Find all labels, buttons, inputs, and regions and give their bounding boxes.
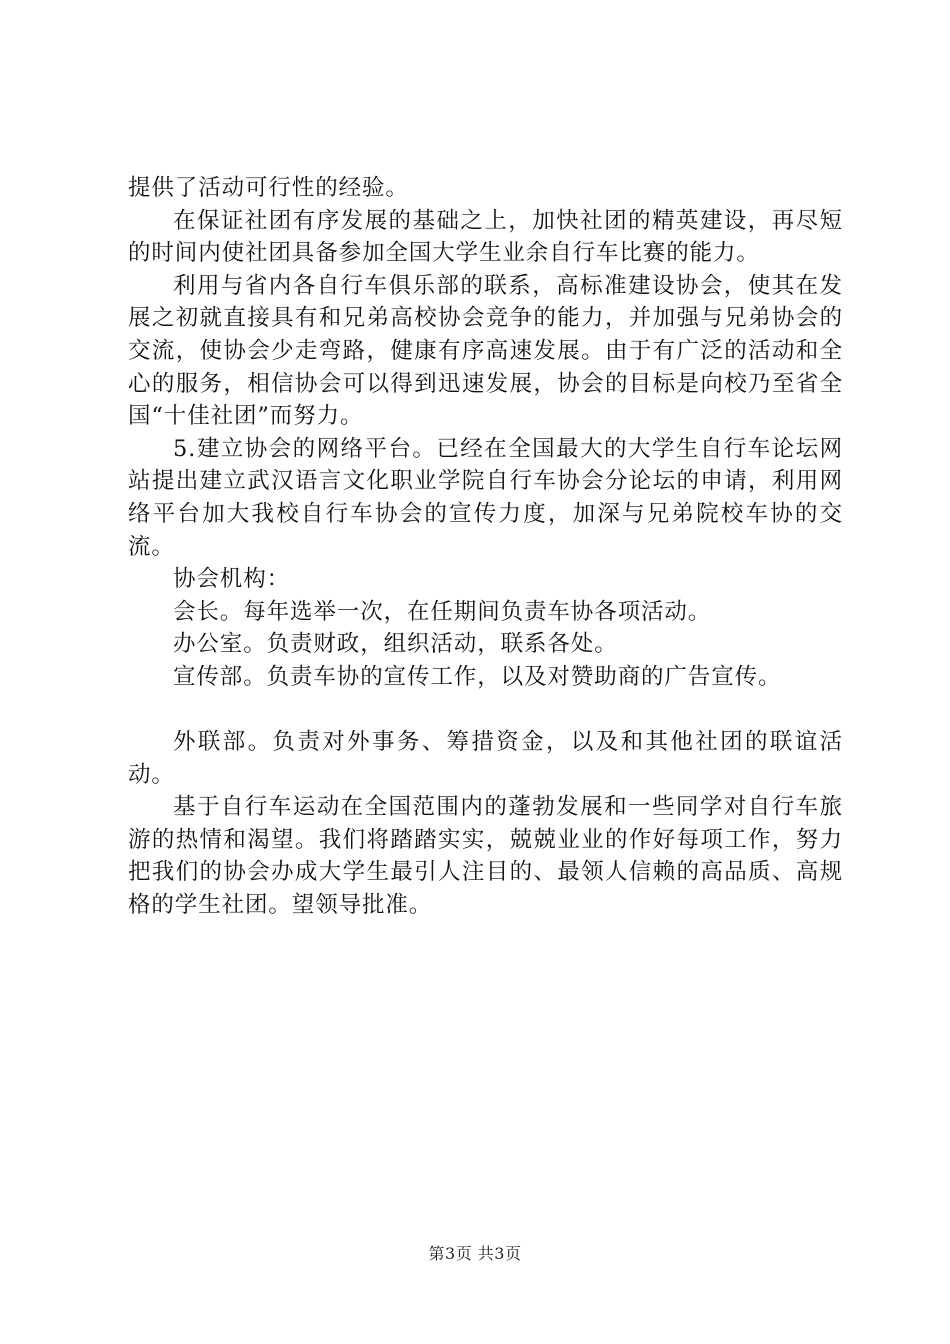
paragraph-8: 宣传部。负责车协的宣传工作，以及对赞助商的广告宣传。 bbox=[173, 663, 782, 690]
paragraph-3: 利用与省内各自行车俱乐部的联系，高标准建设协会，使其在发展之初就直接具有和兄弟高校协会竞争的能力，并加强与兄弟协会的交流，使协会少走弯路，健康有序高速发展。由于有广泛的活动和全心的服务，相信协会可以得到迅速发展，协会的目标是向校乃至省全国“十佳社团”而努力。 bbox=[128, 272, 843, 430]
paragraph-10: 基于自行车运动在全国范围内的蓬勃发展和一些同学对自行车旅游的热情和渴望。我们将踏踏实实，兢兢业业的作好每项工作，努力把我们的协会办成大学生最引人注目的、最领人信赖的高品质、高规格的学生社团。望领导批准。 bbox=[128, 794, 843, 919]
paragraph-2: 在保证社团有序发展的基础之上，加快社团的精英建设，再尽短的时间内使社团具备参加全国大学生业余自行车比赛的能力。 bbox=[128, 207, 843, 267]
page-footer bbox=[0, 1244, 950, 1264]
page-number-label: 第3页 共3页 bbox=[428, 1244, 522, 1263]
paragraph-1: 提供了活动可行性的经验。 bbox=[128, 175, 409, 201]
paragraph-5: 协会机构： bbox=[173, 566, 291, 593]
paragraph-7: 办公室。负责财政，组织活动，联系各处。 bbox=[173, 631, 618, 658]
document-body bbox=[128, 172, 843, 922]
paragraph-6: 会长。每年选举一次，在任期间负责车协各项活动。 bbox=[173, 598, 712, 625]
paragraph-9: 外联部。负责对外事务、筹措资金，以及和其他社团的联谊活动。 bbox=[128, 729, 843, 788]
paragraph-4: 5.建立协会的网络平台。已经在全国最大的大学生自行车论坛网站提出建立武汉语言文化职业学院自行车协会分论坛的申请，利用网络平台加大我校自行车协会的宣传力度，加深与兄弟院校车协的交流。 bbox=[128, 435, 843, 560]
